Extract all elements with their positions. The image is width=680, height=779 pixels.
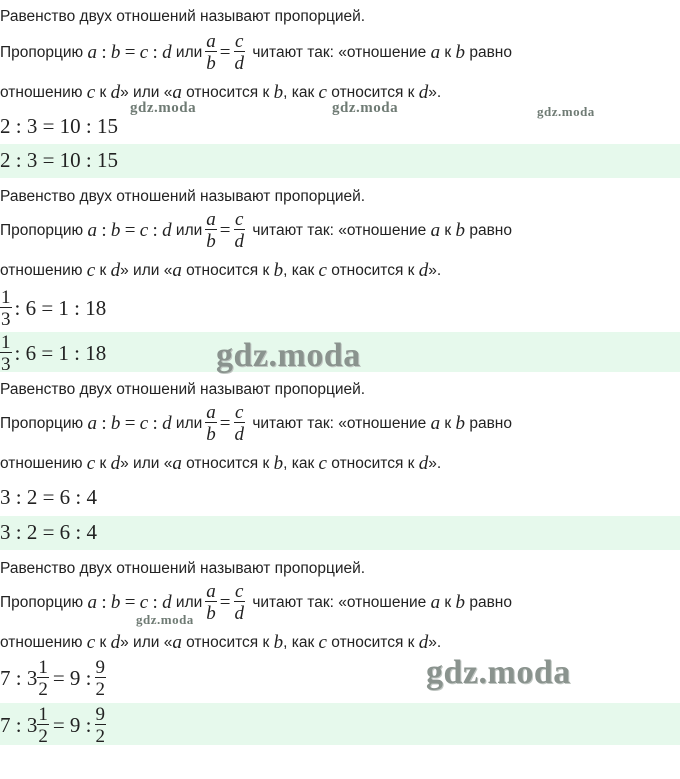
frac-num: a [206, 209, 216, 230]
var-b: b [455, 41, 466, 63]
colon: : [101, 41, 107, 63]
relates-word: относится к [186, 634, 270, 651]
k-word: к [444, 43, 452, 61]
var-b: b [455, 219, 466, 241]
answer-plain-4 [0, 658, 109, 699]
answer-left: 7 : 3 [0, 666, 38, 690]
equals: = [219, 412, 231, 434]
var-d: d [110, 632, 121, 653]
equals: = [219, 591, 231, 613]
equals: = [219, 41, 231, 63]
frac-num: c [235, 581, 244, 602]
var-c: c [86, 260, 96, 281]
frac-num: a [206, 581, 216, 602]
frac-den: b [206, 53, 216, 74]
answer-tail: : 6 = 1 : 18 [14, 340, 107, 365]
answer-boxed-3: 3 : 2 = 6 : 4 [0, 520, 98, 544]
frac-den: d [234, 424, 244, 445]
comma-as: , как [283, 84, 315, 101]
relation-line-3 [0, 453, 441, 475]
var-a: a [87, 41, 97, 63]
frac-num: 1 [1, 334, 11, 353]
colon: : [152, 41, 158, 63]
var-a: a [87, 412, 97, 434]
answer-highlight-3 [0, 516, 680, 550]
var-c: c [318, 453, 327, 474]
colon: : [101, 591, 107, 613]
read-intro: читают так: «отношение [252, 593, 427, 611]
frac-den: d [234, 231, 244, 252]
answer-boxed-4 [0, 705, 109, 745]
frac-den: d [234, 603, 244, 624]
equals: = [124, 41, 136, 63]
read-intro: читают так: «отношение [252, 414, 427, 432]
end-quote: ». [428, 84, 442, 101]
relates-to: относится к [331, 455, 415, 472]
relates-word: относится к [186, 455, 270, 472]
var-a: a [87, 219, 97, 241]
frac-den: 3 [1, 353, 11, 372]
var-c: c [139, 219, 149, 241]
proportion-line-4 [0, 582, 512, 623]
definition-text-4: Равенство двух отношений называют пропорцией. [0, 560, 366, 577]
read-intro: читают так: «отношение [252, 221, 427, 239]
answer-plain-1: 2 : 3 = 10 : 15 [0, 114, 119, 138]
proportion-word: Пропорцию [0, 221, 84, 239]
proportion-word: Пропорцию [0, 593, 84, 611]
var-b: b [110, 219, 121, 241]
var-c: c [318, 260, 327, 281]
answer-boxed-1: 2 : 3 = 10 : 15 [0, 148, 119, 172]
or-word: или [175, 414, 203, 432]
var-a: a [430, 412, 441, 434]
proportion-line-3 [0, 403, 512, 444]
relation-word: отношению [0, 84, 83, 101]
fraction-a-b [205, 210, 217, 251]
equals: = [124, 591, 136, 613]
var-a: a [430, 41, 441, 63]
relation-word: отношению [0, 262, 83, 279]
answer-plain-2 [0, 288, 106, 329]
watermark: gdz.moda [136, 612, 194, 627]
or-word: или [175, 593, 203, 611]
var-d: d [162, 41, 172, 63]
proportion-word: Пропорцию [0, 414, 84, 432]
relates-to: относится к [331, 634, 415, 651]
k-word: к [444, 593, 452, 611]
var-a: a [430, 591, 441, 613]
var-d: d [418, 260, 429, 281]
var-a: a [87, 591, 97, 613]
frac-den: 2 [38, 679, 48, 700]
ravno-word: равно [469, 414, 512, 432]
frac-num: a [206, 402, 216, 423]
var-a: a [430, 219, 441, 241]
var-c: c [86, 82, 96, 103]
var-c: c [86, 453, 96, 474]
comma-as: , как [283, 455, 315, 472]
relation-line-4 [0, 632, 441, 654]
frac-num: 1 [38, 657, 48, 678]
var-b: b [110, 412, 121, 434]
fraction-c-d [234, 582, 246, 623]
fraction-nine-halves [95, 705, 107, 745]
k-word: к [444, 414, 452, 432]
frac-num: 9 [95, 705, 106, 725]
var-b: b [110, 591, 121, 613]
watermark: gdz.moda [216, 337, 361, 374]
or-word: или [175, 43, 203, 61]
k-word: к [99, 455, 107, 472]
equals: = [219, 219, 231, 241]
frac-num: c [235, 209, 244, 230]
var-d: d [110, 453, 121, 474]
fraction-c-d [234, 210, 246, 251]
k-word: к [99, 634, 107, 651]
ravno-word: равно [469, 593, 512, 611]
frac-num: 1 [1, 287, 11, 308]
relation-word: отношению [0, 455, 83, 472]
or-word: или [175, 221, 203, 239]
fraction-a-b [205, 403, 217, 444]
read-intro: читают так: «отношение [252, 43, 427, 61]
end-quote: ». [428, 262, 442, 279]
watermark: gdz.moda [332, 100, 399, 116]
fraction-c-d [234, 32, 246, 73]
frac-num: c [235, 31, 244, 52]
equals: = [124, 219, 136, 241]
frac-den: b [206, 424, 216, 445]
relation-line-2 [0, 260, 441, 282]
fraction-c-d [234, 403, 246, 444]
frac-den: 2 [95, 679, 106, 700]
var-d: d [418, 82, 429, 103]
definition-text-2: Равенство двух отношений называют пропорцией. [0, 188, 366, 205]
var-b: b [110, 41, 121, 63]
frac-den: 3 [1, 309, 11, 330]
colon: : [152, 412, 158, 434]
definition-text-3: Равенство двух отношений называют пропорцией. [0, 381, 366, 398]
or-quote: » или « [120, 634, 173, 651]
var-b: b [273, 632, 284, 653]
comma-as: , как [283, 634, 315, 651]
proportion-word: Пропорцию [0, 43, 84, 61]
frac-num: 1 [38, 705, 48, 725]
var-c: c [139, 412, 149, 434]
relates-word: относится к [186, 84, 270, 101]
fraction-one-half [37, 705, 49, 745]
var-c: c [318, 632, 327, 653]
var-d: d [110, 260, 121, 281]
definition-text-1: Равенство двух отношений называют пропорцией. [0, 8, 366, 25]
var-c: c [139, 41, 149, 63]
var-a: a [172, 260, 182, 281]
var-c: c [318, 82, 327, 103]
k-word: к [99, 262, 107, 279]
var-b: b [273, 82, 284, 103]
watermark: gdz.moda [130, 100, 197, 116]
k-word: к [444, 221, 452, 239]
fraction-one-third [0, 288, 12, 329]
ravno-word: равно [469, 221, 512, 239]
var-b: b [273, 260, 284, 281]
answer-plain-3: 3 : 2 = 6 : 4 [0, 485, 98, 509]
var-c: c [86, 632, 96, 653]
watermark: gdz.moda [537, 104, 595, 119]
colon: : [152, 591, 158, 613]
var-d: d [162, 412, 172, 434]
colon: : [101, 219, 107, 241]
answer-mid: = 9 : [52, 712, 92, 737]
watermark: gdz.moda [426, 654, 571, 691]
var-d: d [418, 453, 429, 474]
var-d: d [418, 632, 429, 653]
or-quote: » или « [120, 84, 173, 101]
relates-to: относится к [331, 262, 415, 279]
var-d: d [162, 219, 172, 241]
var-a: a [172, 632, 182, 653]
var-a: a [172, 82, 182, 103]
answer-left: 7 : 3 [0, 712, 38, 737]
answer-boxed-2 [0, 334, 106, 372]
end-quote: ». [428, 455, 442, 472]
fraction-one-third [0, 334, 12, 372]
var-c: c [139, 591, 149, 613]
frac-den: d [234, 53, 244, 74]
relates-word: относится к [186, 262, 270, 279]
end-quote: ». [428, 634, 442, 651]
colon: : [101, 412, 107, 434]
proportion-line-2 [0, 210, 512, 251]
frac-num: 9 [95, 657, 106, 678]
relation-word: отношению [0, 634, 83, 651]
frac-den: 2 [38, 725, 48, 745]
relates-to: относится к [331, 84, 415, 101]
var-d: d [110, 82, 121, 103]
ravno-word: равно [469, 43, 512, 61]
colon: : [152, 219, 158, 241]
var-b: b [455, 591, 466, 613]
frac-den: b [206, 231, 216, 252]
frac-den: b [206, 603, 216, 624]
var-a: a [172, 453, 182, 474]
frac-num: a [206, 31, 216, 52]
frac-den: 2 [95, 725, 106, 745]
equals: = [124, 412, 136, 434]
fraction-a-b [205, 582, 217, 623]
fraction-a-b [205, 32, 217, 73]
comma-as: , как [283, 262, 315, 279]
answer-tail: : 6 = 1 : 18 [14, 296, 107, 320]
var-d: d [162, 591, 172, 613]
proportion-line-1 [0, 32, 512, 73]
fraction-one-half [37, 658, 49, 699]
or-quote: » или « [120, 262, 173, 279]
frac-num: c [235, 402, 244, 423]
var-b: b [273, 453, 284, 474]
var-b: b [455, 412, 466, 434]
answer-mid: = 9 : [52, 666, 92, 690]
fraction-nine-halves [95, 658, 107, 699]
or-quote: » или « [120, 455, 173, 472]
k-word: к [99, 84, 107, 101]
